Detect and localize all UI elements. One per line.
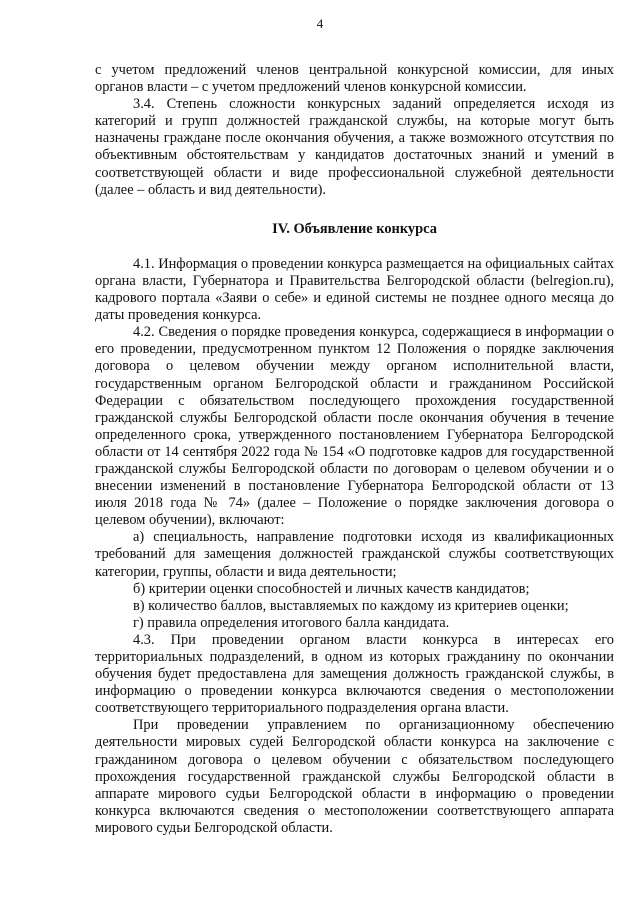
paragraph: с учетом предложений членов центральной конкурсной комиссии, для иных органов власти – с учетом предложений членов конкурсной комиссии. [95,62,614,96]
paragraph: 3.4. Степень сложности конкурсных заданий определяется исходя из категорий и групп должностей гражданской службы, на которые могут быть назначены граждане после окончания обучения, а также возможного отсутствия по объективным обстоятельствам у кандидатов достаточных знаний и умений в соответствующей области и виде профессиональной служебной деятельности (далее – область и вид деятельности). [95,96,614,198]
paragraph: 4.2. Сведения о порядке проведения конкурса, содержащиеся в информации о его проведении, предусмотренном пунктом 12 Положения о порядке заключения договора о целевом обучении между органом исполнительной власти, государственным органом Белгородской области и гражданином Российской Федерации с обязательством последующего прохождения государственной гражданской службы Белгородской области после окончания обучения в течение определенного срока, утвержденного постановлением Губернатора Белгородской области от 14 сентября 2022 года № 154 «О подготовке кадров для государственной гражданской службы Белгородской области по договорам о целевом обучении и о внесении изменений в постановление Губернатора Белгородской области от 13 июля 2018 года № 74» (далее – Положение о порядке заключения договора о целевом обучении), включают: [95,324,614,529]
list-item: а) специальность, направление подготовки исходя из квалификационных требований для замещения должностей гражданской службы соответствующих категории, группы, области и вида деятельности; [95,529,614,580]
page-number: 4 [316,16,324,31]
list-item: б) критерии оценки способностей и личных качеств кандидатов; [133,580,530,597]
paragraph: При проведении управлением по организационному обеспечению деятельности мировых судей Белгородской области конкурса на заключение с гражданином договора о целевом обучении с обязательством последующего прохождения государственной гражданской службы Белгородской области в аппарате мирового судьи Белгородской области в информацию о проведении конкурса включаются сведения о местоположении соответствующего аппарата мирового судьи Белгородской области. [95,717,614,836]
document-body [95,62,614,837]
paragraph: 4.1. Информация о проведении конкурса размещается на официальных сайтах органа власти, Губернатора и Правительства Белгородской области (belregion.ru), кадрового портала «Заяви о себе» и единой системы не позднее одного месяца до даты проведения конкурса. [95,255,614,324]
section-heading: IV. Объявление конкурса [272,220,437,237]
list-item: г) правила определения итогового балла кандидата. [133,614,450,631]
paragraph: 4.3. При проведении органом власти конкурса в интересах его территориальных подразделений, в одном из которых гражданину по окончании обучения будет предоставлена для замещения должность гражданской службы, в информацию о проведении конкурса включаются сведения о местоположении соответствующего территориального подразделения органа власти. [95,631,614,717]
list-item: в) количество баллов, выставляемых по каждому из критериев оценки; [133,597,569,614]
